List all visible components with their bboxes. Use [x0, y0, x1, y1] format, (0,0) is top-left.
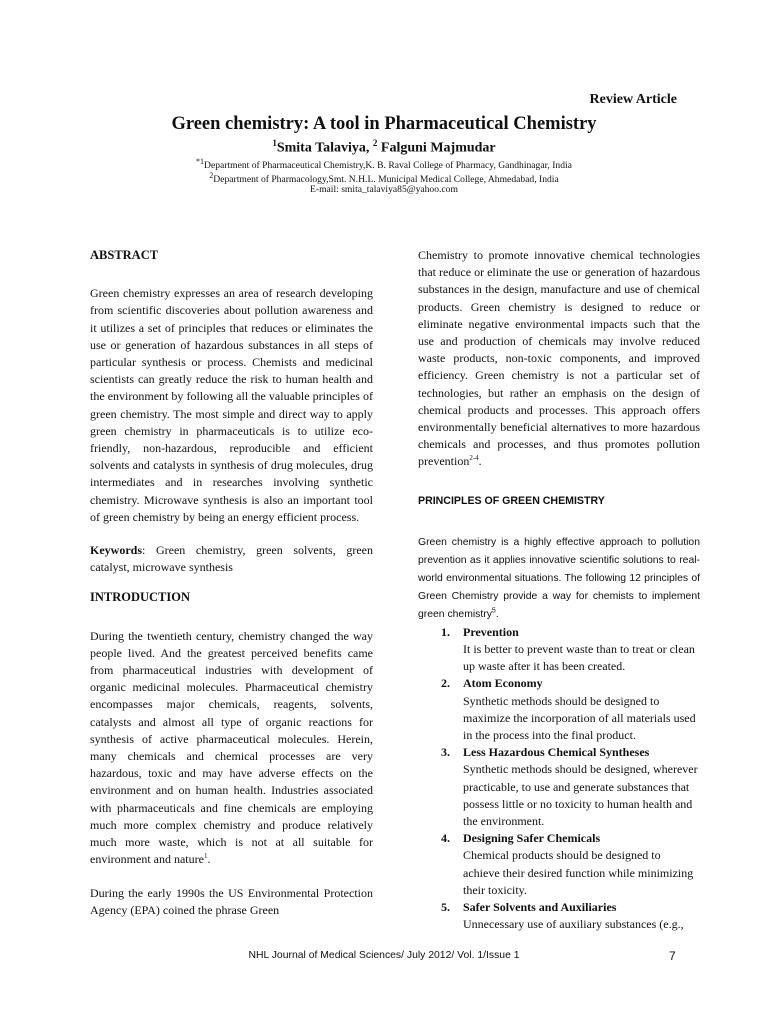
paper-title: Green chemistry: A tool in Pharmaceutical Chemistry [171, 114, 597, 134]
citation-ref: 1 [203, 852, 208, 861]
article-type-label: Review Article [589, 92, 677, 107]
principle-title: Atom Economy [463, 676, 543, 691]
citation-ref: 5 [491, 607, 496, 615]
left-column [90, 247, 373, 919]
sentence-end: . [478, 454, 482, 469]
principle-title: Safer Solvents and Auxiliaries [463, 900, 617, 915]
principle-number: 5. [441, 900, 450, 915]
principle-item [418, 744, 700, 830]
footer-journal-citation: NHL Journal of Medical Sciences/ July 2012/ Vol. 1/Issue 1 [248, 950, 520, 961]
abstract-text: Green chemistry expresses an area of research developing from scientific discoveries about pollution awareness and it utilizes a set of principles that reduces or eliminates the use or generation of hazardous substances in all steps of particular synthesis or process. Chemists and medicinal scientists can greatly reduce the risk to human health and the environment by following all the valuable principles of green chemistry. The most simple and direct way to apply green chemistry in pharmaceuticals is to utilize eco-friendly, non-hazardous, reproducible and efficient solvents and catalysts in synthesis of drug molecules, drug intermediates and in researches involving synthetic chemistry. Microwave synthesis is also an important tool of green chemistry by being an energy efficient process. [90, 286, 373, 524]
principle-title: Designing Safer Chemicals [463, 831, 601, 846]
sentence-end: . [495, 608, 499, 620]
principle-text: Chemical products should be designed to achieve their desired function while minimizing their toxicity. [463, 848, 694, 897]
author-line [0, 138, 768, 157]
principle-text: Synthetic methods should be designed to maximize the incorporation of all materials used in the process into the final product. [463, 693, 696, 743]
principles-list [418, 624, 700, 934]
sentence-end: . [207, 852, 211, 867]
continuation-paragraph [418, 247, 700, 471]
principle-number: 3. [441, 745, 450, 760]
page-number: 7 [669, 949, 676, 963]
introduction-paragraph-1-text: During the twentieth century, chemistry changed the way people lived. And the greatest perceived benefits came from pharmaceutical industries with development of organic medicinal molecules. Pharmaceutical chemistry encompasses major chemicals, reagents, solvents, catalysts and almost all type of organic reactions for synthesis of active pharmaceutical molecules. Herein, many chemicals and chemical processes are very hazardous, toxic and may have adverse effects on the environment and on human health. Industries associated with pharmaceuticals and fine chemicals are employing much more complex chemistry and produce relatively much more waste, which is not at all suitable for environment and nature [90, 628, 373, 867]
continuation-text: Chemistry to promote innovative chemical technologies that reduce or eliminate the use or generation of hazardous substances in the design, manufacture and use of chemical products. Green chemistry is designed to reduce or eliminate negative environmental impacts such that the use and production of chemicals may involve reduced waste products, non-toxic components, and improved efficiency. Green chemistry is not a particular set of technologies, but rather an emphasis on the design of chemical products and processes. This approach offers environmentally beneficial alternatives to more hazardous chemicals and processes, and thus promotes pollution prevention [418, 248, 700, 469]
affiliation-2-marker: 2 [209, 171, 214, 180]
affiliation-1-marker: *1 [196, 157, 205, 166]
principle-item [418, 624, 700, 676]
contact-email: E-mail: smita_talaviya85@yahoo.com [310, 184, 458, 195]
author1-affiliation-marker: 1 [272, 138, 277, 148]
principle-text: Synthetic methods should be designed, wherever practicable, to use and generate substances that possess little or no toxicity to human health and the environment. [463, 762, 698, 829]
introduction-paragraph-2: During the early 1990s the US Environmental Protection Agency (EPA) coined the phrase Green [90, 885, 373, 917]
keywords-label: Keywords [90, 543, 142, 558]
principles-intro-text: Green chemistry is a highly effective approach to pollution prevention as it applies innovative scientific solutions to real-world environmental situations. The following 12 principles of Green Chemistry provide a way for chemists to implement green chemistry [418, 536, 700, 620]
abstract-heading: ABSTRACT [90, 248, 159, 262]
author2-affiliation-marker: 2 [372, 138, 378, 148]
keywords [90, 542, 373, 576]
citation-ref: 2-4 [469, 454, 479, 463]
principle-title: Prevention [463, 624, 519, 639]
principle-item [418, 675, 700, 744]
affiliation-1-text: Department of Pharmaceutical Chemistry,K. B. Raval College of Pharmacy, Gandhinagar, India [204, 160, 572, 172]
principles-heading: PRINCIPLES OF GREEN CHEMISTRY [418, 494, 605, 507]
affiliation-2-text: Department of Pharmacology,Smt. N.H.L. Municipal Medical College, Ahmedabad, India [213, 174, 559, 186]
principles-intro [418, 534, 700, 624]
principle-number: 1. [441, 624, 450, 639]
principle-number: 4. [441, 831, 450, 846]
author1-name: Smita Talaviya, [276, 140, 373, 156]
introduction-heading: INTRODUCTION [90, 590, 191, 605]
author2-name: Falguni Majmudar [377, 140, 496, 156]
principle-title: Less Hazardous Chemical Syntheses [463, 745, 650, 760]
keywords-text: : Green chemistry, green solvents, green catalyst, microwave synthesis [90, 543, 373, 575]
principle-item [418, 830, 700, 899]
principle-item [418, 899, 700, 933]
principle-text: Unnecessary use of auxiliary substances (e.g., [463, 917, 684, 932]
principle-number: 2. [441, 676, 450, 691]
introduction-paragraph-1 [90, 628, 373, 869]
right-column [418, 247, 700, 934]
principle-text: It is better to prevent waste than to treat or clean up waste after it has been created. [463, 642, 695, 674]
